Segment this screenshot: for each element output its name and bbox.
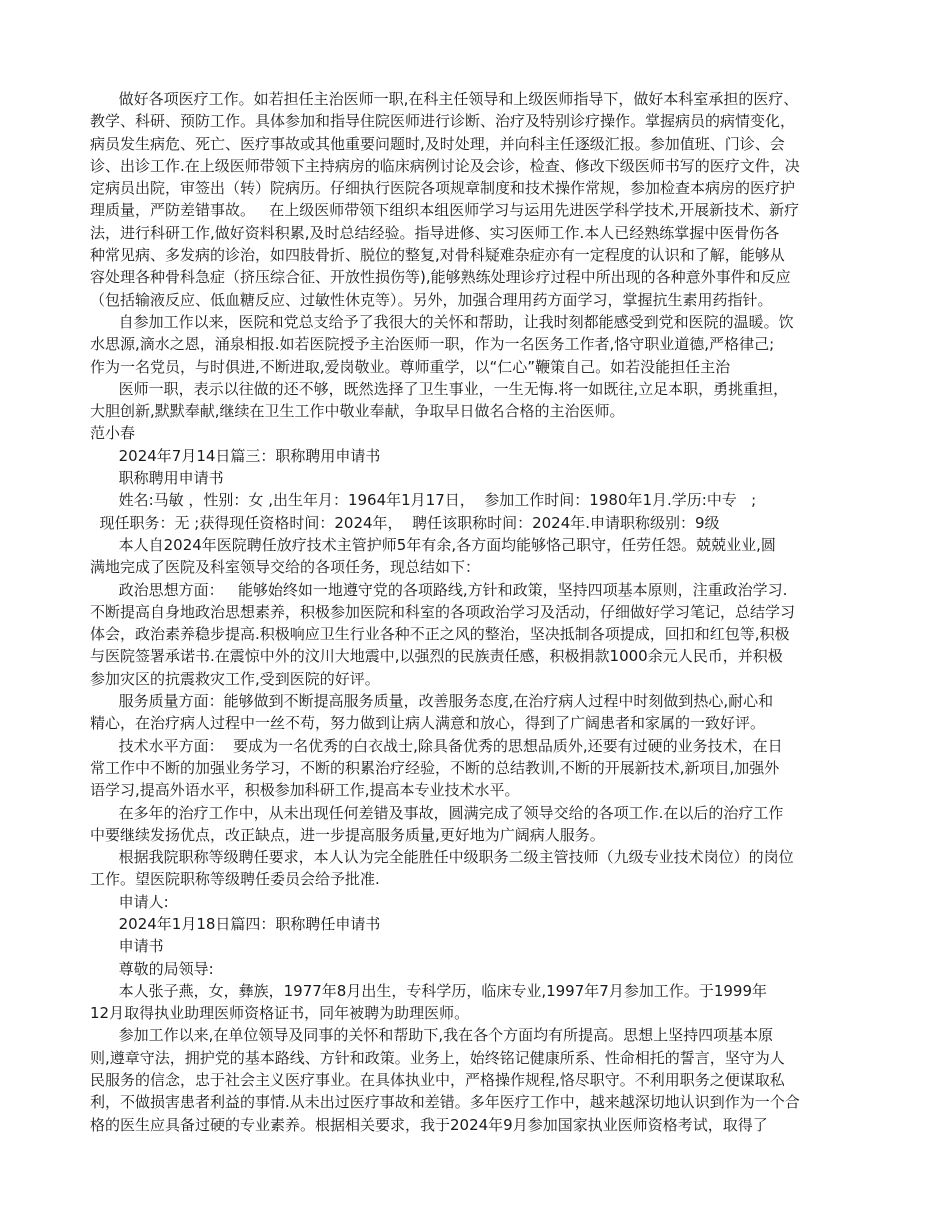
text-line: 与医院签署承诺书.在震惊中外的汶川大地震中,以强烈的民族责任感，积极捐款1000余元人民币，并积极: [90, 647, 783, 666]
text-line: 范小春: [90, 424, 136, 443]
text-line: 体会，政治素养稳步提高.积极响应卫生行业各种不正之风的整治，坚决抵制各项提成，回扣和红包等,积极: [90, 625, 790, 644]
text-line: 本人张子燕，女，彝族，1977年8月出生，专科学历，临床专业,1997年7月参加工作。于1999年: [90, 981, 767, 1000]
text-line: 病员发生病危、死亡、医疗事故或其他重要问题时,及时处理，并向科主任逐级汇报。参加值班、门诊、会: [90, 134, 785, 153]
text-line: 根据我院职称等级聘任要求，本人认为完全能胜任中级职务二级主管技师（九级专业技术岗位）的岗位: [90, 848, 794, 867]
text-line: 定病员出院，审签出（转）院病历。仔细执行医院各项规章制度和技术操作常规，参加检查本病房的医疗护: [90, 179, 796, 198]
text-line: 自参加工作以来，医院和党总支给予了我很大的关怀和帮助，让我时刻都能感受到党和医院的温暖。饮: [90, 312, 794, 331]
text-line: 尊敬的局领导:: [90, 959, 214, 978]
text-line: 12月取得执业助理医师资格证书，同年被聘为助理医师。: [90, 1004, 470, 1023]
text-line: 本人自2024年医院聘任放疗技术主管护师5年有余,各方面均能够恪己职守，任劳任怨。兢兢业业,圆: [90, 535, 776, 554]
text-line: 理质量，严防差错事故。 在上级医师带领下组织本组医师学习与运用先进医学科学技术,开展新技术、新疗: [90, 201, 800, 220]
text-line: 精心，在治疗病人过程中一丝不苟，努力做到让病人满意和放心，得到了广阔患者和家属的一致好评。: [90, 714, 766, 733]
text-line: 2024年1月18日篇四：职称聘任申请书: [90, 914, 381, 933]
text-line: 现任职务：无 ;获得现任资格时间：2024年， 聘任该职称时间：2024年.申请职称级别：9级: [90, 513, 720, 532]
text-line: 参加灾区的抗震救灾工作,受到医院的好评。: [90, 669, 380, 688]
text-line: 语学习,提高外语水平，积极参加科研工作,提高本专业技术水平。: [90, 781, 520, 800]
text-line: 不断提高自身地政治思想素养，积极参加医院和科室的各项政治学习及活动，仔细做好学习笔记，总结学习: [90, 602, 796, 621]
text-line: 政治思想方面： 能够始终如一地遵守党的各项路线,方针和政策，坚持四项基本原则，注重政治学习.: [90, 580, 788, 599]
text-line: 参加工作以来,在单位领导及同事的关怀和帮助下,我在各个方面均有所提高。思想上坚持四项基本原: [90, 1026, 774, 1045]
text-line: 则,遵章守法，拥护党的基本路线、方针和政策。业务上，始终铭记健康所系、性命相托的誓言，坚守为人: [90, 1048, 785, 1067]
text-line: 工作。望医院职称等级聘任委员会给予批准.: [90, 870, 380, 889]
text-line: 水思源,滴水之恩，涌泉相报.如若医院授予主治医师一职，作为一名医务工作者,恪守职业道德,严格律己;: [90, 335, 775, 354]
text-line: 申请书: [90, 937, 164, 956]
text-line: 格的医生应具备过硬的专业素养。根据相关要求，我于2024年9月参加国家执业医师资格考试，取得了: [90, 1115, 768, 1134]
text-line: 职称聘用申请书: [90, 469, 224, 488]
text-line: 常工作中不断的加强业务学习，不断的积累治疗经验，不断的总结教训,不断的开展新技术,新项目,加强外: [90, 758, 780, 777]
text-line: 容处理各种骨科急症（挤压综合征、开放性损伤等),能够熟练处理诊疗过程中所出现的各种意外事件和反应: [90, 268, 791, 287]
text-line: 2024年7月14日篇三：职称聘用申请书: [90, 446, 381, 465]
text-line: 在多年的治疗工作中，从未出现任何差错及事故，圆满完成了领导交给的各项工作.在以后的治疗工作: [90, 803, 784, 822]
text-line: 大胆创新,默默奉献,继续在卫生工作中敬业奉献，争取早日做名合格的主治医师。: [90, 402, 625, 421]
text-line: 医师一职，表示以往做的还不够，既然选择了卫生事业，一生无悔.将一如既往,立足本职，勇挑重担，: [90, 379, 789, 398]
text-line: 法，进行科研工作,做好资料积累,及时总结经验。指导进修、实习医师工作.本人已经熟练掌握中医骨伤各: [90, 223, 780, 242]
text-line: 服务质量方面：能够做到不断提高服务质量，改善服务态度,在治疗病人过程中时刻做到热心,耐心和: [90, 692, 774, 711]
text-line: 教学、科研、预防工作。具体参加和指导住院医师进行诊断、治疗及特别诊疗操作。掌握病员的病情变化，: [90, 112, 796, 131]
text-line: 利，不做损害患者利益的事情.从未出过医疗事故和差错。多年医疗工作中，越来越深切地认识到作为一个合: [90, 1093, 800, 1112]
text-line: 种常见病、多发病的诊治，如四肢骨折、脱位的整复,对骨科疑难杂症亦有一定程度的认识和了解，能够从: [90, 246, 785, 265]
text-line: 中要继续发扬优点，改正缺点，进一步提高服务质量,更好地为广阔病人服务。: [90, 825, 605, 844]
text-line: 民服务的信念，忠于社会主义医疗事业。在具体执业中，严格操作规程,恪尽职守。不利用职务之便谋取私: [90, 1071, 785, 1090]
text-line: 姓名:马敏 ，性别：女 ,出生年月：1964年1月17日， 参加工作时间：1980年1月.学历:中专 ;: [90, 491, 757, 510]
text-line: 技术水平方面： 要成为一名优秀的白衣战士,除具备优秀的思想品质外,还要有过硬的业务技术，在日: [90, 736, 783, 755]
text-line: 作为一名党员，与时俱进,不断进取,爱岗敬业。尊师重学，以“仁心”鞭策自己。如若没能担任主治: [90, 357, 731, 376]
document-body: [90, 88, 870, 1136]
text-line: 诊、出诊工作.在上级医师带领下主持病房的临床病例讨论及会诊，检查、修改下级医师书写的医疗文件，决: [90, 156, 800, 175]
text-line: 做好各项医疗工作。如若担任主治医师一职,在科主任领导和上级医师指导下，做好本科室承担的医疗、: [90, 90, 799, 108]
text-line: （包括输液反应、低血糖反应、过敏性休克等）。另外，加强合理用药方面学习，掌握抗生素用药指针。: [90, 290, 773, 309]
text-line: 满地完成了医院及科室领导交给的各项任务，现总结如下：: [90, 558, 481, 577]
text-line: 申请人:: [90, 892, 169, 911]
